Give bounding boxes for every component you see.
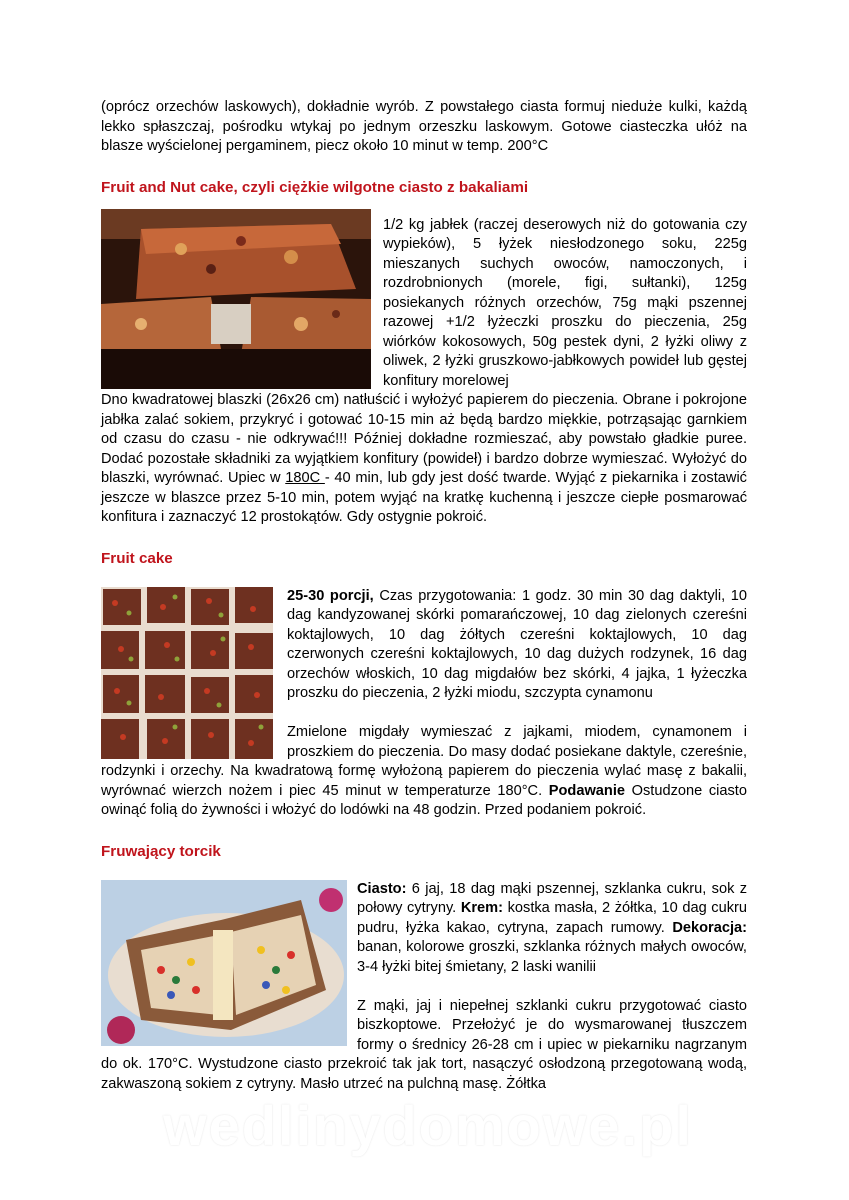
recipe-title-fruwajacy-torcik: Fruwający torcik [101,842,221,860]
recipe1-ingredients: 1/2 kg jabłek (raczej deserowych niż do gotowania czy wypieków), 5 łyżek niesłodzonego soku, 225g mieszanych suchych owoców, namoczonych, i rozdrobnionych (morele, figi, sułtanki), 125g posiekanych różnych orzechów, 75g mąki pszennej razowej +1/2 łyżeczki proszku do pieczenia, 25g wiórków kokosowych, 50g pestek dyni, 2 łyżki oliwy z oliwek, 2 łyżki gruszkowo-jabłkowych powideł lub gęstej konfitury morelowej [383,216,747,389]
recipe2-method-text: Zmielone migdały wymieszać z jajkami, miodem, cynamonem i proszkiem do pieczenia. Do masy dodać posiekane daktyle, czereśnie, rodzynki i orzechy. Na kwadratową formę wyłożoną papierem do pieczenia wylać masę z bakalii, wyrównać wierzch nożem i piec 45 minut w temperaturze 180°C. [101,724,747,799]
recipe2-ingredients-text: Czas przygotowania: 1 godz. 30 min 30 dag daktyli, 10 dag kandyzowanej skórki pomarańczowej, 10 dag zielonych czereśni koktajlowych, 10 dag żółtych czereśni koktajlowych, 10 dag czerwonych czereśni koktajlowych, 10 dag dużych rodzynek, 16 dag orzechów włoskich, 10 dag migdałów bez skórki, 4 jajka, 1 łyżeczka proszku do pieczenia, 2 łyżki miodu, szczypta cynamonu [287,587,747,701]
recipe1-method-part2: - 40 min, lub gdy jest dość twarde. Wyjąć z piekarnika i zostawić jeszcze w blaszce przez 5-10 min, potem wyjąć na kratkę kuchenną i jeszcze ciepłe posmarować konfitura i zaznaczyć 12 prostokątów. Gdy ostygnie pokroić. [101,470,747,525]
document-page [101,98,747,1094]
recipe3-decor-text: banan, kolorowe groszki, szklanka różnych małych owoców, 3-4 łyżki bitej śmietany, 2 laski wanilii [357,939,747,975]
recipe-title-fruit-and-nut-cake: Fruit and Nut cake, czyli ciężkie wilgotne ciasto z bakaliami [101,178,529,196]
recipe3-dough-text: 6 jaj, 18 dag mąki pszennej, szklanka cukru, sok z połowy cytryny. [357,880,747,916]
fruit-nut-cake-photo [101,209,371,389]
fruwajacy-torcik-photo [101,880,347,1046]
watermark-logo: wedlinydomowe.pl [163,1094,693,1157]
fruit-cake-illustration [101,587,273,759]
butterfly-cake-illustration [101,880,347,1046]
recipe3-cream-text: kostka masła, 2 żółtka, 10 dag cukru pudru, łyżka kakao, cytryna, zapach rumowy. [357,900,747,936]
recipe3-dough-label: Ciasto: [357,880,407,897]
recipe2-serving-label: Podawanie [548,782,625,799]
fruit-nut-cake-illustration [101,209,371,389]
recipe3-cream-label: Krem: [460,900,504,916]
fruit-cake-photo [101,587,273,759]
recipe3-decor-label: Dekoracja: [672,919,747,936]
intro-paragraph: (oprócz orzechów laskowych), dokładnie wyrób. Z powstałego ciasta formuj nieduże kulki, każdą lekko spłaszczaj, pośrodku wtykaj po jednym orzeszku laskowym. Gotowe ciasteczka ułóż na blasze wyścielonej pergaminem, piecz około 10 minut w temp. 200°C [101,99,747,154]
recipe3-method: Z mąki, jaj i niepełnej szklanki cukru przygotować ciasto biszkoptowe. Przełożyć je do wysmarowanej tłuszczem formy o średnicy 26-28 cm i upiec w piekarniku nagrzanym do ok. 170°C. Wystudzone ciasto przekroić tak jak tort, nasączyć osłodzoną przegotowaną wodą, zakwaszoną sokiem z cytryny. Masło utrzeć na pulchną masę. Żółtka [101,997,747,1092]
recipe2-serving-text: Ostudzone ciasto owinąć folią do żywności i włożyć do lodówki na 48 godzin. Przed podaniem pokroić. [101,782,747,818]
recipe1-method-part1: Dno kwadratowej blaszki (26x26 cm) natłuścić i wyłożyć papierem do pieczenia. Obrane i pokrojone jabłka zalać sokiem, przykryć i gotować 10-15 min aż będą bardzo miękkie, potrząsając garnkiem od czasu do czasu - nie odkrywać!!! Później dokładne rozmieszać, aby powstało gładkie puree. Dodać pozostałe składniki za wyjątkiem konfitury (powideł) i bardzo dobrze wymieszać. Wyłożyć do blaszki, wyrównać. Upiec w [101,392,747,486]
recipe2-portions: 25-30 porcji, [287,587,374,604]
recipe1-method-temperature: 180C [285,470,325,486]
recipe1-method [101,391,747,528]
recipe-title-fruit-cake: Fruit cake [101,549,173,567]
